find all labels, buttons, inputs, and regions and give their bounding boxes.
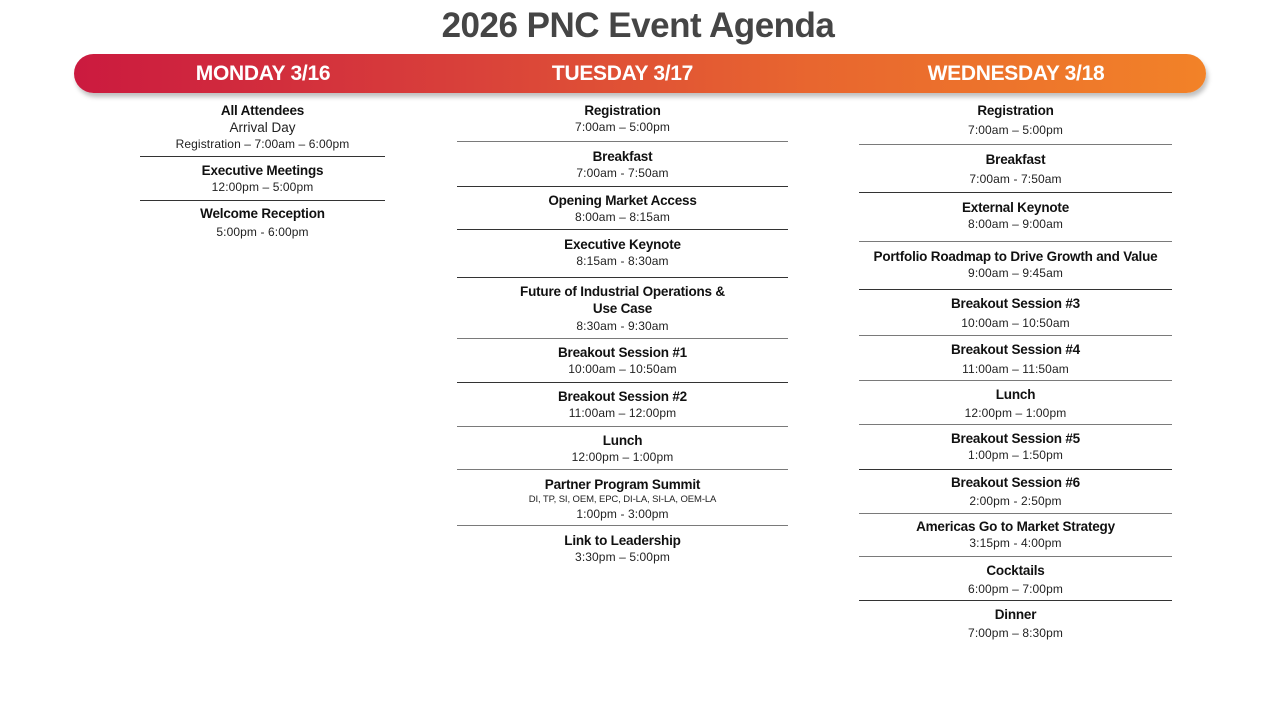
agenda-item bbox=[457, 470, 788, 526]
tuesday-column bbox=[457, 101, 788, 570]
agenda-item bbox=[859, 514, 1172, 557]
session-title: Registration bbox=[977, 103, 1054, 118]
agenda-item bbox=[859, 470, 1172, 514]
session-time: 5:00pm - 6:00pm bbox=[216, 225, 309, 239]
session-title: Future of Industrial Operations & bbox=[520, 284, 725, 299]
session-time: 12:00pm – 1:00pm bbox=[964, 406, 1067, 420]
session-title: Breakfast bbox=[985, 152, 1046, 167]
session-time: 9:00am – 9:45am bbox=[968, 266, 1063, 280]
agenda-item bbox=[859, 601, 1172, 645]
session-title: Executive Keynote bbox=[564, 237, 681, 252]
session-title: Welcome Reception bbox=[200, 206, 325, 221]
session-time: 10:00am – 10:50am bbox=[961, 316, 1070, 330]
agenda-item bbox=[457, 187, 788, 230]
agenda-item bbox=[457, 526, 788, 570]
session-time: 8:30am - 9:30am bbox=[576, 319, 669, 333]
session-time: 3:30pm – 5:00pm bbox=[575, 550, 670, 564]
session-time: 7:00am – 5:00pm bbox=[575, 120, 670, 134]
session-title: Breakout Session #5 bbox=[950, 431, 1080, 446]
day-header-banner bbox=[74, 54, 1206, 93]
session-time: 7:00am – 5:00pm bbox=[968, 123, 1063, 137]
session-title: Cocktails bbox=[986, 563, 1045, 578]
session-title: Link to Leadership bbox=[564, 533, 681, 548]
agenda-item bbox=[457, 101, 788, 142]
agenda-item bbox=[457, 230, 788, 278]
agenda-item bbox=[859, 145, 1172, 193]
agenda-item bbox=[859, 336, 1172, 381]
session-time: 10:00am – 10:50am bbox=[568, 362, 677, 376]
session-title: Registration bbox=[584, 103, 661, 118]
day-header-wednesday: WEDNESDAY 3/18 bbox=[927, 62, 1105, 85]
session-title: All Attendees bbox=[220, 103, 305, 118]
session-title: External Keynote bbox=[961, 200, 1070, 215]
session-title: Breakout Session #2 bbox=[557, 389, 687, 404]
agenda-item bbox=[859, 242, 1172, 290]
monday-column bbox=[140, 101, 385, 245]
agenda-item bbox=[140, 201, 385, 245]
session-title: Breakout Session #3 bbox=[950, 296, 1080, 311]
session-time: 11:00am – 12:00pm bbox=[568, 406, 677, 420]
session-title: Lunch bbox=[995, 387, 1036, 402]
agenda-item bbox=[859, 193, 1172, 242]
session-title: Portfolio Roadmap to Drive Growth and Value bbox=[873, 249, 1158, 264]
page-title: 2026 PNC Event Agenda bbox=[441, 6, 835, 45]
agenda-item bbox=[457, 339, 788, 383]
agenda-item bbox=[859, 425, 1172, 470]
session-title: Breakfast bbox=[592, 149, 653, 164]
session-time: 8:15am - 8:30am bbox=[576, 254, 669, 268]
session-title: Lunch bbox=[602, 433, 643, 448]
agenda-item bbox=[140, 101, 385, 157]
session-title: Partner Program Summit bbox=[544, 477, 701, 492]
agenda-item bbox=[859, 557, 1172, 601]
agenda-item bbox=[859, 290, 1172, 336]
session-time: 7:00am - 7:50am bbox=[576, 166, 669, 180]
agenda-item bbox=[859, 381, 1172, 425]
agenda-item bbox=[457, 278, 788, 339]
session-time: 12:00pm – 5:00pm bbox=[211, 180, 314, 194]
session-time: 1:00pm – 1:50pm bbox=[968, 448, 1063, 462]
day-header-monday: MONDAY 3/16 bbox=[195, 62, 331, 85]
session-title: Opening Market Access bbox=[548, 193, 697, 208]
session-time: 6:00pm – 7:00pm bbox=[968, 582, 1063, 596]
agenda-item bbox=[140, 157, 385, 201]
session-title: Breakout Session #1 bbox=[557, 345, 687, 360]
session-time: 1:00pm - 3:00pm bbox=[576, 507, 669, 521]
agenda-item bbox=[457, 383, 788, 427]
agenda-item bbox=[457, 142, 788, 187]
session-subtitle: Arrival Day bbox=[229, 120, 296, 135]
session-title-continued: Use Case bbox=[592, 301, 653, 316]
session-time: 7:00pm – 8:30pm bbox=[968, 626, 1063, 640]
session-time: 8:00am – 9:00am bbox=[968, 217, 1063, 231]
session-audience-note: DI, TP, SI, OEM, EPC, DI-LA, SI-LA, OEM-LA bbox=[528, 494, 717, 505]
session-time: 7:00am - 7:50am bbox=[969, 172, 1062, 186]
wednesday-column bbox=[859, 101, 1172, 645]
session-time: 12:00pm – 1:00pm bbox=[571, 450, 674, 464]
day-header-tuesday: TUESDAY 3/17 bbox=[551, 62, 694, 85]
agenda-item bbox=[457, 427, 788, 470]
session-time: 2:00pm - 2:50pm bbox=[969, 494, 1062, 508]
session-title: Executive Meetings bbox=[201, 163, 324, 178]
session-time: 8:00am – 8:15am bbox=[575, 210, 670, 224]
session-time: Registration – 7:00am – 6:00pm bbox=[175, 137, 350, 151]
agenda-item bbox=[859, 101, 1172, 145]
session-title: Breakout Session #4 bbox=[950, 342, 1080, 357]
session-title: Breakout Session #6 bbox=[950, 475, 1080, 490]
session-title: Americas Go to Market Strategy bbox=[916, 519, 1115, 534]
session-title: Dinner bbox=[994, 607, 1037, 622]
session-time: 11:00am – 11:50am bbox=[962, 362, 1069, 376]
session-time: 3:15pm - 4:00pm bbox=[969, 536, 1062, 550]
